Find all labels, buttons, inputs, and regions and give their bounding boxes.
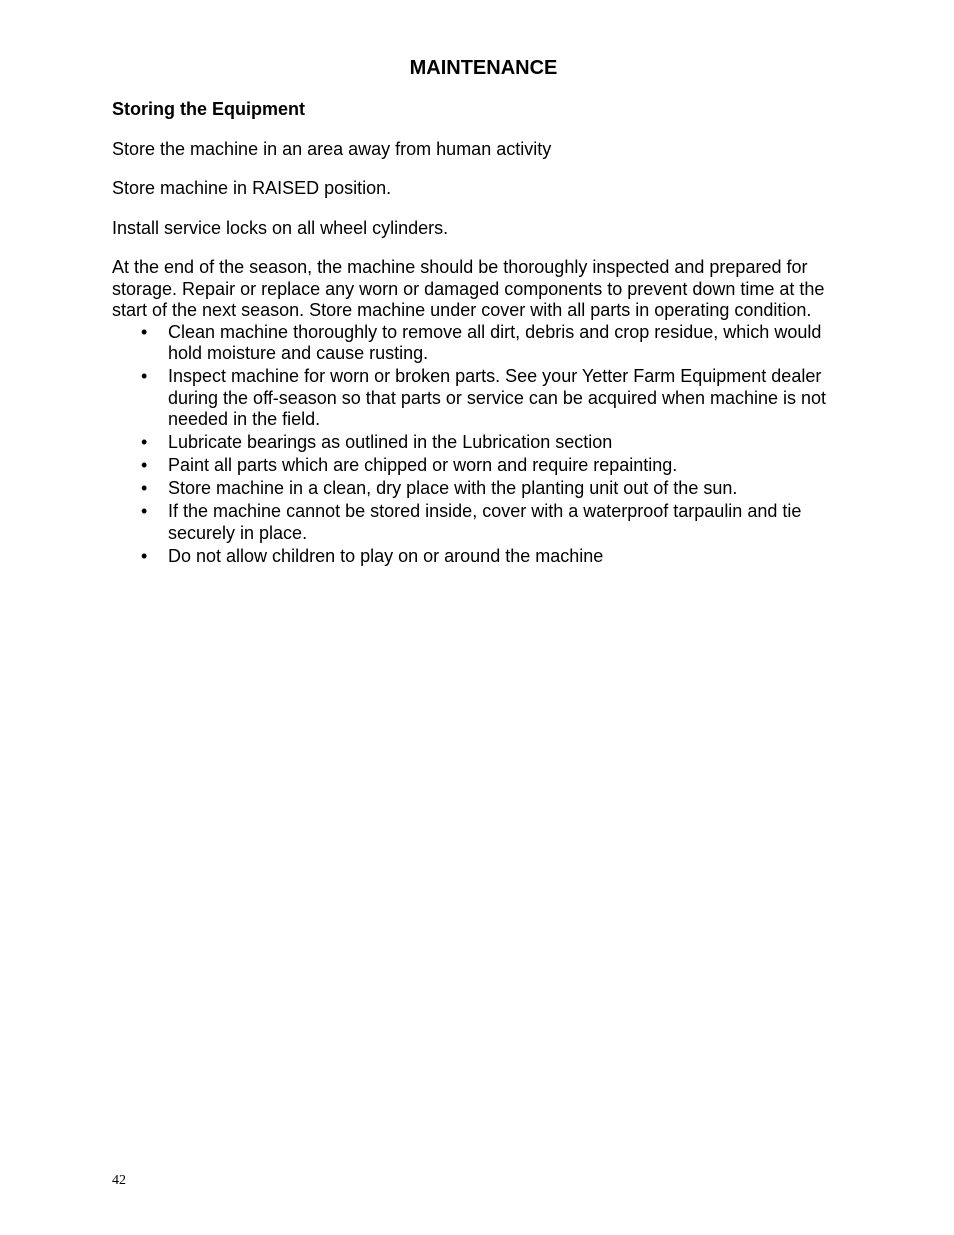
- paragraph: Store machine in RAISED position.: [112, 178, 392, 198]
- list-item: [141, 545, 857, 568]
- list-item: [141, 366, 857, 431]
- bullet-icon: •: [141, 432, 148, 452]
- bullet-icon: •: [141, 545, 148, 566]
- list-item: [141, 501, 857, 544]
- document-body: [112, 99, 857, 569]
- list-item-text: Store machine in a clean, dry place with the planting unit out of the sun.: [168, 478, 738, 498]
- list-item: [141, 321, 857, 365]
- bullet-icon: •: [141, 501, 148, 521]
- bullet-icon: •: [141, 321, 148, 342]
- paragraph: Install service locks on all wheel cylinders.: [112, 217, 449, 238]
- paragraph: At the end of the season, the machine should be thoroughly inspected and prepared for storage. Repair or replace any worn or damaged components to prevent down time at the start of the next season. Store machine under cover with all parts in operating condition.: [112, 257, 825, 320]
- list-item-text: Lubricate bearings as outlined in the Lubrication section: [168, 432, 613, 452]
- storage-checklist: [112, 322, 857, 568]
- list-item-text: Paint all parts which are chipped or worn and require repainting.: [168, 455, 678, 475]
- list-item-text: If the machine cannot be stored inside, cover with a waterproof tarpaulin and tie securely in place.: [168, 501, 802, 543]
- paragraph: Store the machine in an area away from human activity: [112, 138, 552, 159]
- list-item: [141, 432, 857, 454]
- list-item-text: Clean machine thoroughly to remove all dirt, debris and crop residue, which would hold moisture and cause rusting.: [168, 321, 822, 363]
- bullet-icon: •: [141, 455, 148, 475]
- list-item: [141, 478, 857, 500]
- page-number: 42: [112, 1173, 126, 1188]
- list-item: [141, 455, 857, 477]
- bullet-icon: •: [141, 366, 148, 386]
- page-title: MAINTENANCE: [409, 57, 558, 79]
- section-heading: Storing the Equipment: [112, 99, 305, 119]
- list-item-text: Do not allow children to play on or around the machine: [168, 545, 604, 566]
- bullet-icon: •: [141, 478, 148, 498]
- list-item-text: Inspect machine for worn or broken parts. See your Yetter Farm Equipment dealer during the off-season so that parts or service can be acquired when machine is not needed in the field.: [168, 366, 827, 429]
